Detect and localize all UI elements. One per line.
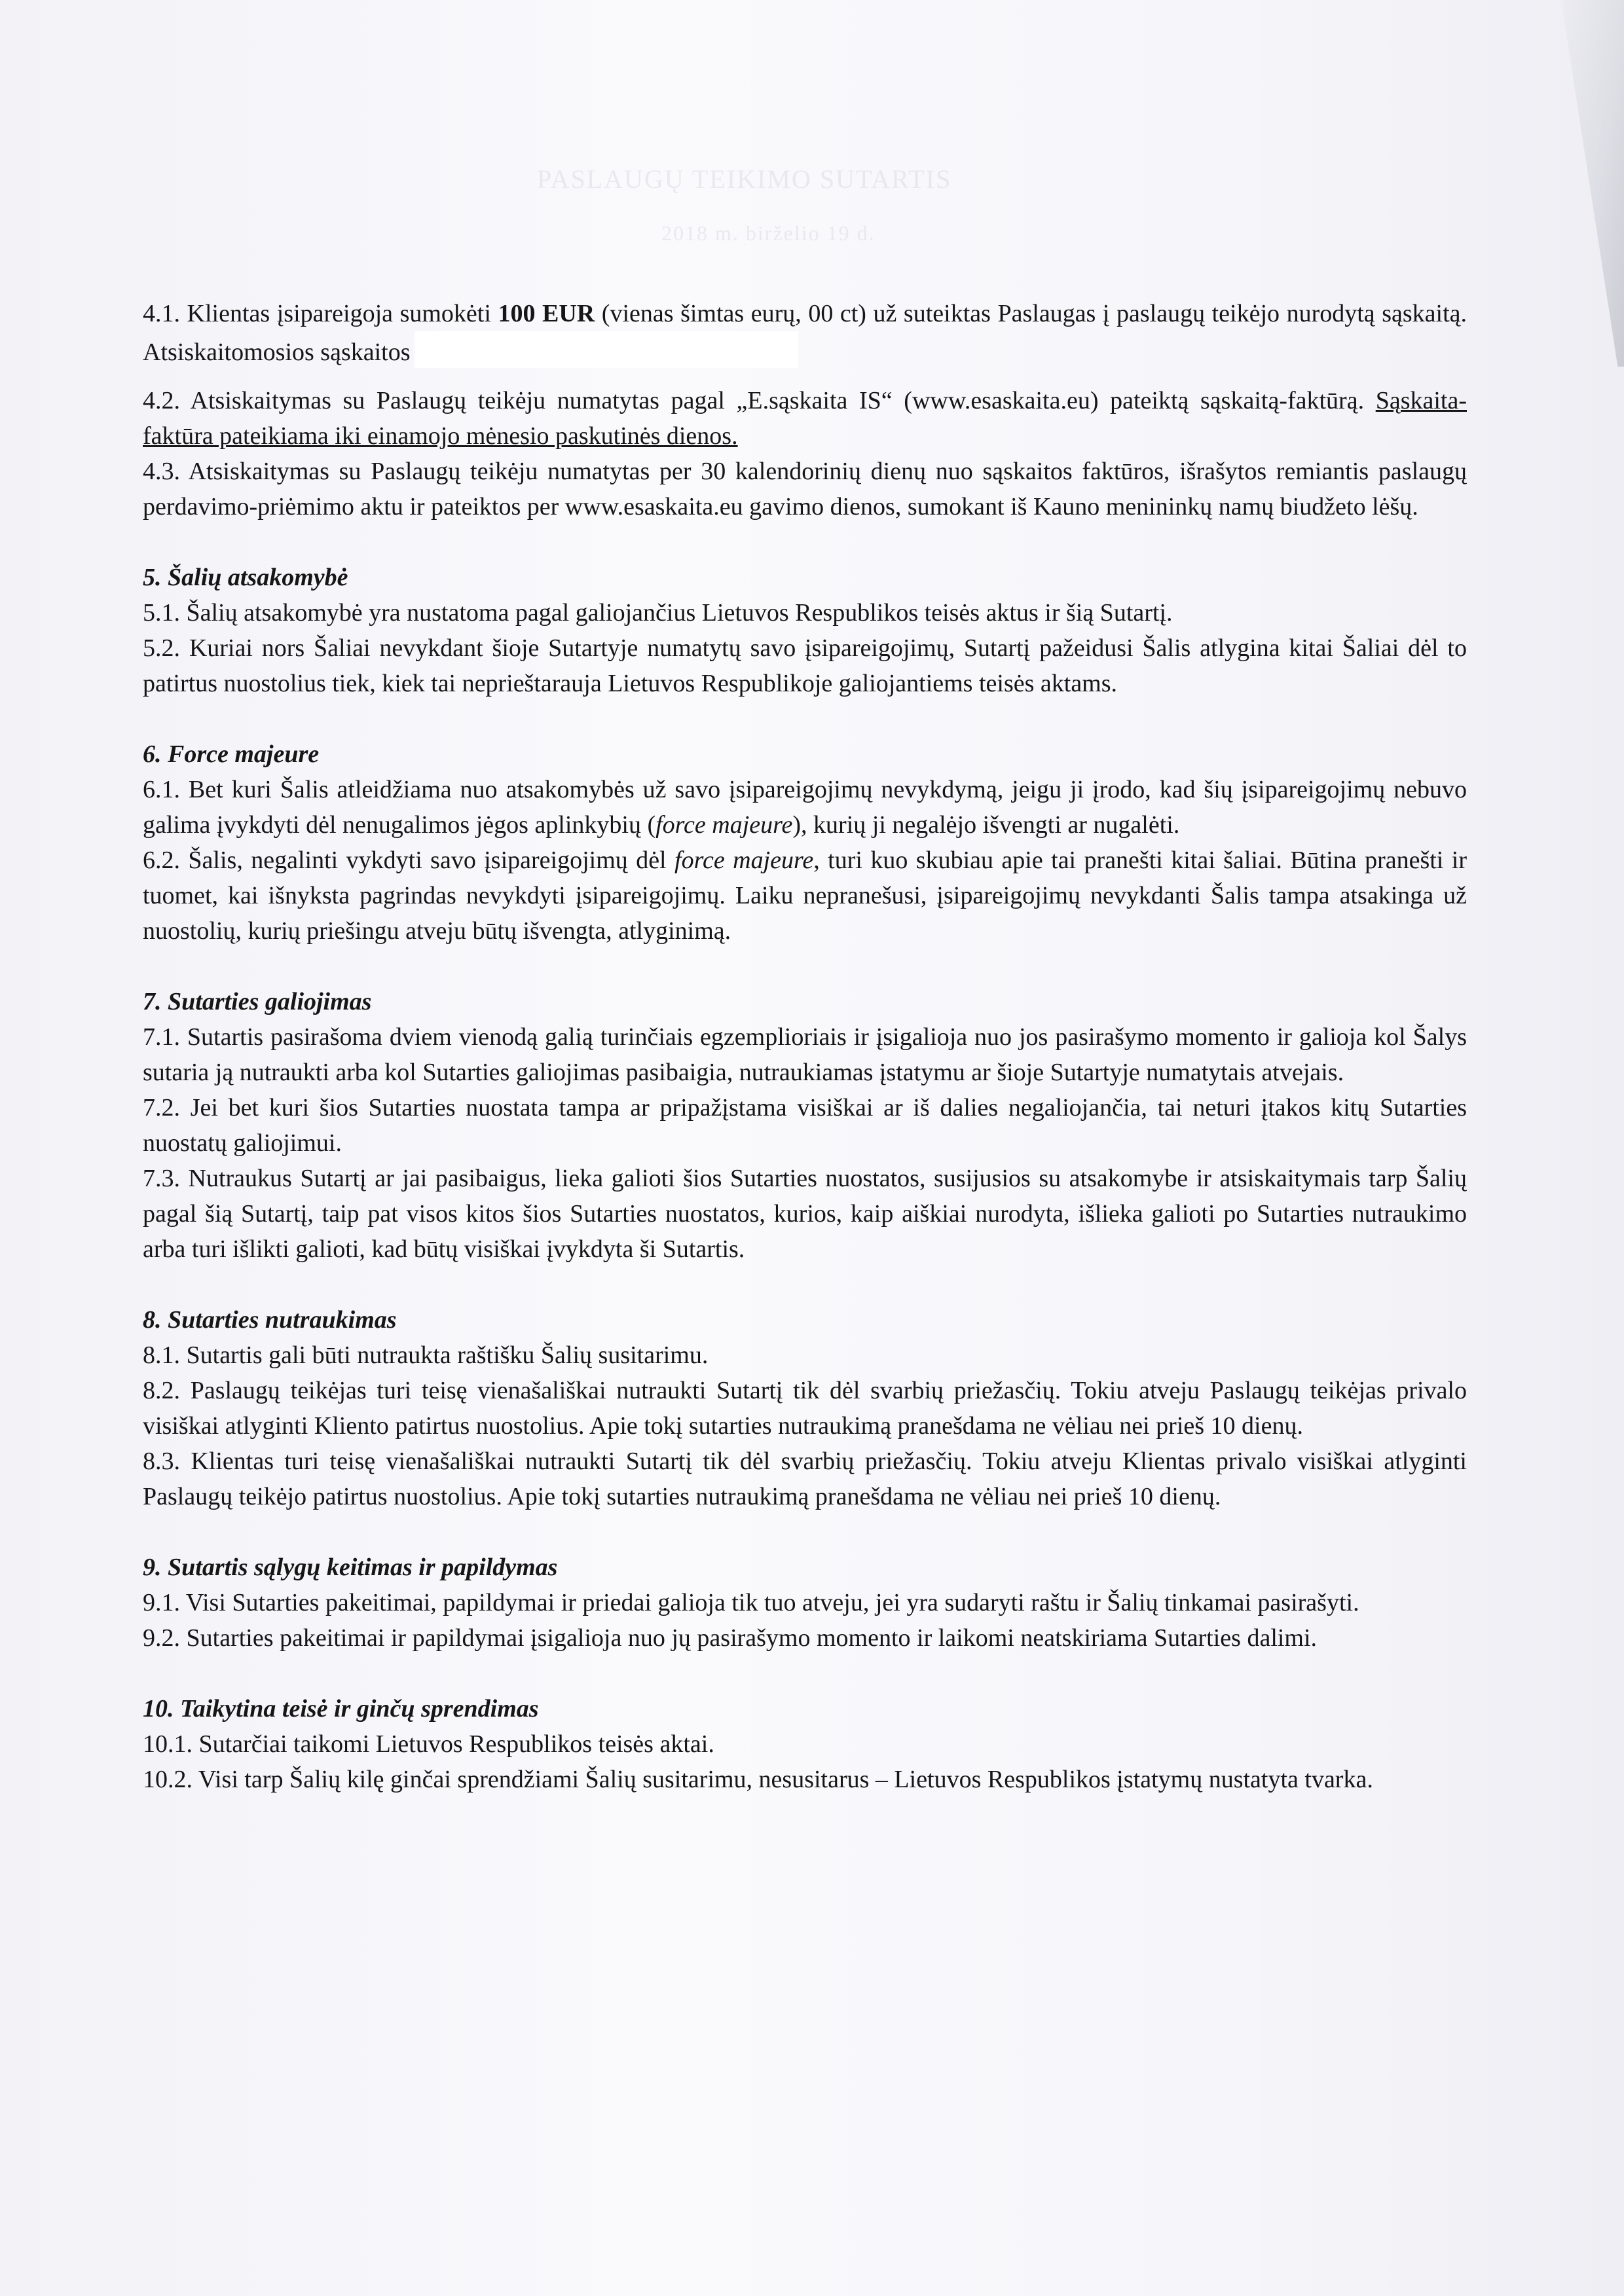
clause-8-3: 8.3. Klientas turi teisę vienašališkai nutraukti Sutartį tik dėl svarbių priežasčių. Tokiu atveju Klientas privalo visiškai atlyginti Paslaugų teikėjo patirtus nuostolius. Apie tokį sutarties nutraukimą pranešdama ne vėliau nei prieš 10 dienų. [143, 1448, 1467, 1510]
invoice-deadline-note: Sąskaita-faktūra pateikiama iki einamojo mėnesio paskutinės dienos. [143, 387, 1467, 450]
clause-7-1: 7.1. Sutartis pasirašoma dviem vienodą galią turinčiais egzemplioriais ir įsigalioja nuo jos pasirašymo momento ir galioja kol Šalys sutaria ją nutraukti arba kol Sutarties galiojimas pasibaigia, nutraukiamas įstatymu ar šioje Sutartyje numatytais atvejais. [143, 1023, 1467, 1086]
section-heading-6: 6. Force majeure [143, 740, 320, 768]
clause-10-2: 10.2. Visi tarp Šalių kilę ginčai sprendžiami Šalių susitarimu, nesusitarus – Lietuvos Respublikos įstatymų nustatyta tvarka. [143, 1766, 1373, 1793]
clause-4-2: 4.2. Atsiskaitymas su Paslaugų teikėju numatytas pagal „E.sąskaita IS“ (www.esaskaita.eu) pateiktą sąskaitą-faktūrą. Sąskaita-faktūra pateikiama iki einamojo mėnesio paskutinės dienos. [143, 387, 1467, 450]
document-body [143, 296, 1467, 1797]
section-heading-5: 5. Šalių atsakomybė [143, 564, 348, 591]
bleed-through-title: PASLAUGŲ TEIKIMO SUTARTIS [537, 164, 952, 194]
clause-7-2: 7.2. Jei bet kuri šios Sutarties nuostata tampa ar pripažįstama visiškai ar iš dalies negaliojančia, tai neturi įtakos kitų Sutarties nuostatų galiojimui. [143, 1094, 1467, 1157]
clause-8-2: 8.2. Paslaugų teikėjas turi teisę vienašališkai nutraukti Sutartį tik dėl svarbių priežasčių. Tokiu atveju Paslaugų teikėjas privalo visiškai atlyginti Kliento patirtus nuostolius. Apie tokį sutarties nutraukimą pranešdama ne vėliau nei prieš 10 dienų. [143, 1377, 1467, 1440]
clause-4-3: 4.3. Atsiskaitymas su Paslaugų teikėju numatytas per 30 kalendorinių dienų nuo sąskaitos faktūros, išrašytos remiantis paslaugų perdavimo-priėmimo aktu ir pateiktos per www.esaskaita.eu gavimo dienos, sumokant iš Kauno menininkų namų biudžeto lėšų. [143, 458, 1467, 520]
clause-4-1: 4.1. Klientas įsipareigoja sumokėti 100 EUR (vienas šimtas eurų, 00 ct) už suteiktas Paslaugas į paslaugų teikėjo nurodytą sąskaitą. Atsiskaitomosios sąskaitos [143, 296, 1467, 370]
section-heading-8: 8. Sutarties nutraukimas [143, 1306, 397, 1334]
section-heading-9: 9. Sutartis sąlygų keitimas ir papildymas [143, 1554, 558, 1581]
clause-5-2: 5.2. Kuriai nors Šaliai nevykdant šioje Sutartyje numatytų savo įsipareigojimų, Sutartį pažeidusi Šalis atlygina kitai Šaliai dėl to patirtus nuostolius tiek, kiek tai neprieštarauja Lietuvos Respublikoje galiojantiems teisės aktams. [143, 634, 1467, 697]
section-heading-7: 7. Sutarties galiojimas [143, 988, 372, 1015]
clause-10-1: 10.1. Sutarčiai taikomi Lietuvos Respublikos teisės aktai. [143, 1730, 714, 1758]
section-heading-10: 10. Taikytina teisė ir ginčų sprendimas [143, 1695, 539, 1722]
clause-9-1: 9.1. Visi Sutarties pakeitimai, papildymai ir priedai galioja tik tuo atveju, jei yra sudaryti raštu ir Šalių tinkamai pasirašyti. [143, 1589, 1359, 1616]
bleed-through-date: 2018 m. birželio 19 d. [661, 221, 876, 245]
payment-amount: 100 EUR [498, 300, 595, 327]
clause-6-2: 6.2. Šalis, negalinti vykdyti savo įsipareigojimų dėl force majeure, turi kuo skubiau apie tai pranešti kitai šaliai. Būtina pranešti ir tuomet, kai išnyksta pagrindas nevykdyti įsipareigojimų. Laiku nepranešusi, įsipareigojimų nevykdanti Šalis tampa atsakinga už nuostolių, kurių priešingu atveju būtų išvengta, atlyginimą. [143, 847, 1467, 945]
redacted-account-number [415, 331, 798, 368]
clause-5-1: 5.1. Šalių atsakomybė yra nustatoma pagal galiojančius Lietuvos Respublikos teisės aktus ir šią Sutartį. [143, 599, 1173, 627]
clause-9-2: 9.2. Sutarties pakeitimai ir papildymai įsigalioja nuo jų pasirašymo momento ir laikomi neatskiriama Sutarties dalimi. [143, 1624, 1318, 1652]
clause-8-1: 8.1. Sutartis gali būti nutraukta raštišku Šalių susitarimu. [143, 1341, 709, 1369]
clause-7-3: 7.3. Nutraukus Sutartį ar jai pasibaigus, lieka galioti šios Sutarties nuostatos, susijusios su atsakomybe ir atsiskaitymais tarp Šalių pagal šią Sutartį, taip pat visos kitos šios Sutarties nuostatos, kurios, kaip aiškiai nurodyta, išlieka galioti po Sutarties nutraukimo arba turi išlikti galioti, kad būtų visiškai įvykdyta ši Sutartis. [143, 1165, 1467, 1263]
clause-6-1: 6.1. Bet kuri Šalis atleidžiama nuo atsakomybės už savo įsipareigojimų nevykdymą, jeigu ji įrodo, kad šių įsipareigojimų nebuvo galima įvykdyti dėl nenugalimos jėgos aplinkybių (force majeure), kurių ji negalėjo išvengti ar nugalėti. [143, 776, 1467, 839]
